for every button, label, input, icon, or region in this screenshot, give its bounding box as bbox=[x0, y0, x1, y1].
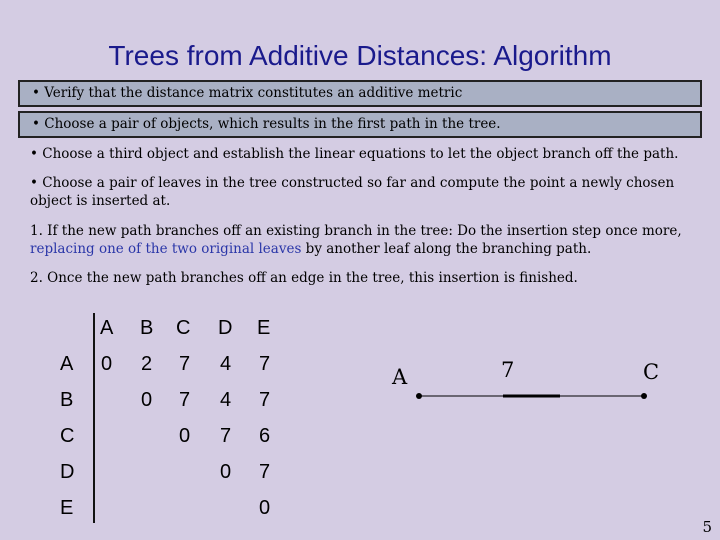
matrix-cell: 7 bbox=[259, 461, 271, 483]
matrix-cell: 7 bbox=[179, 389, 191, 411]
matrix-cell: 6 bbox=[259, 425, 271, 447]
matrix-cell: 2 bbox=[141, 353, 153, 375]
slide-title: Trees from Additive Distances: Algorithm bbox=[108, 40, 612, 71]
tree-leaf-c: C bbox=[643, 360, 660, 384]
matrix-cell: 0 bbox=[101, 353, 113, 375]
bullet-pair-of-leaves: • Choose a pair of leaves in the tree constructed so far and compute the point a newly chosen object is inserted at. bbox=[30, 175, 675, 209]
step-1-highlight: replacing one of the two original leaves bbox=[30, 241, 302, 257]
matrix-col-label: B bbox=[140, 317, 154, 339]
matrix-col-label: D bbox=[218, 317, 233, 339]
matrix-cell: 7 bbox=[259, 353, 271, 375]
page-number: 5 bbox=[702, 518, 712, 536]
step-1-prefix: 1. If the new path branches off an existing branch in the tree: Do the insertion step once more, bbox=[30, 223, 682, 239]
matrix-row-label: D bbox=[60, 461, 75, 483]
step-1-suffix: by another leaf along the branching path. bbox=[301, 241, 592, 257]
tree-node-a bbox=[416, 393, 422, 399]
matrix-cell: 7 bbox=[179, 353, 191, 375]
tree-leaf-a: A bbox=[392, 365, 408, 389]
matrix-cell: 4 bbox=[220, 353, 232, 375]
matrix-row-label: E bbox=[60, 497, 74, 519]
bullet-third-object: • Choose a third object and establish the linear equations to let the object branch off the path. bbox=[30, 146, 679, 162]
matrix-col-label: E bbox=[257, 317, 271, 339]
boxed-bullet-verify: • Verify that the distance matrix constitutes an additive metric bbox=[18, 80, 702, 107]
tree-edge-length: 7 bbox=[501, 358, 515, 382]
matrix-col-label: C bbox=[176, 317, 191, 339]
matrix-col-label: A bbox=[100, 317, 114, 339]
matrix-row-label: C bbox=[60, 425, 75, 447]
matrix-row-label: A bbox=[60, 353, 74, 375]
matrix-cell: 7 bbox=[259, 389, 271, 411]
matrix-row-label: B bbox=[60, 389, 74, 411]
matrix-cell: 0 bbox=[259, 497, 271, 519]
tree-node-c bbox=[641, 393, 647, 399]
matrix-cell: 4 bbox=[220, 389, 232, 411]
matrix-cell: 0 bbox=[141, 389, 153, 411]
step-2: 2. Once the new path branches off an edge in the tree, this insertion is finished. bbox=[30, 270, 578, 286]
boxed-bullet-first-path: • Choose a pair of objects, which results in the first path in the tree. bbox=[18, 111, 702, 138]
matrix-cell: 7 bbox=[220, 425, 232, 447]
matrix-cell: 0 bbox=[220, 461, 232, 483]
matrix-cell: 0 bbox=[179, 425, 191, 447]
